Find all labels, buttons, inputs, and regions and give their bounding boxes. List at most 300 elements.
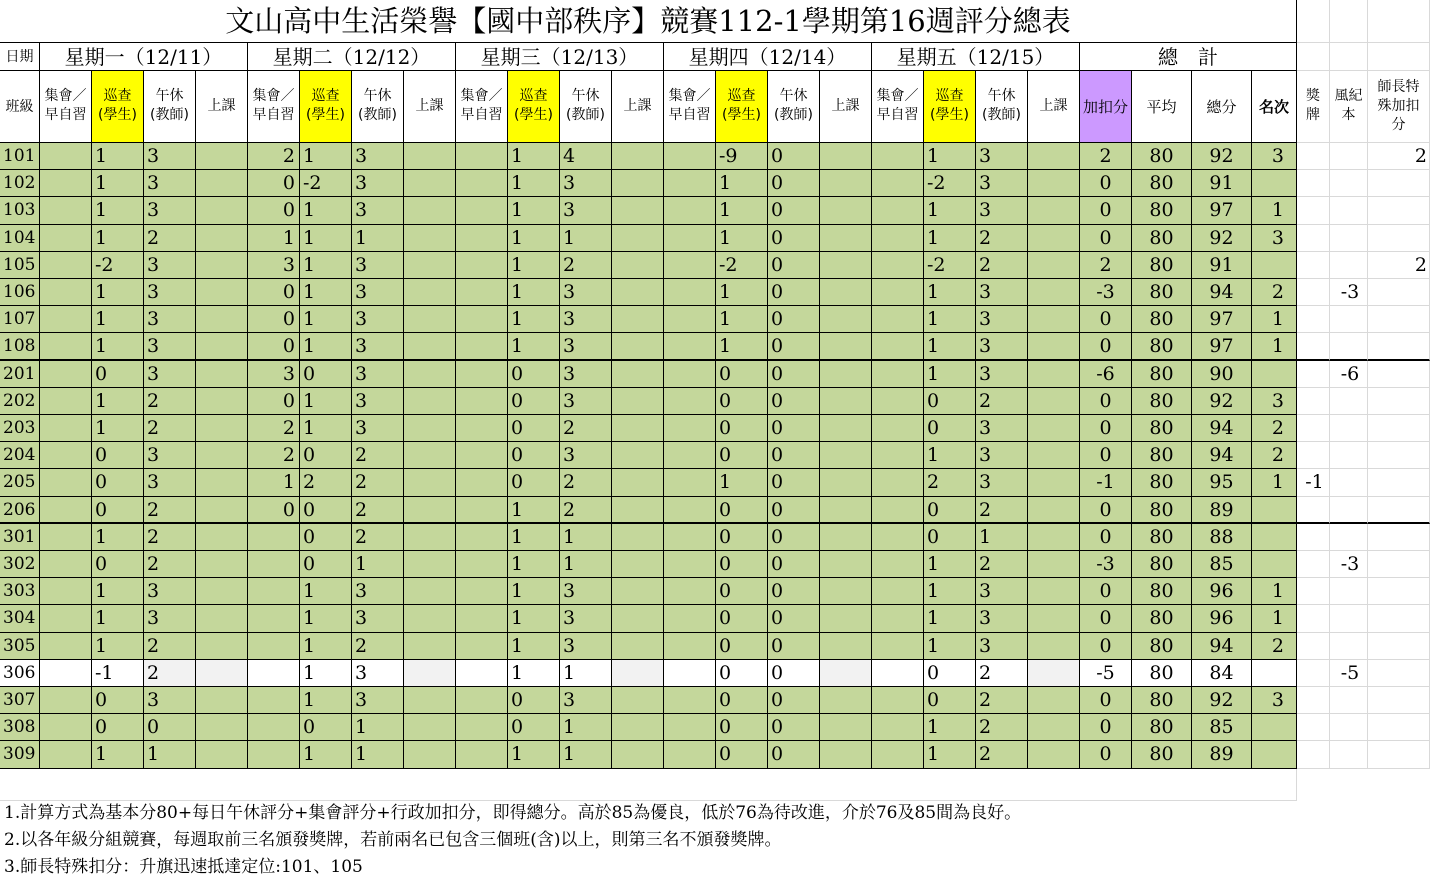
score-cell-class <box>612 442 664 469</box>
score-cell-patrol: 0 <box>924 497 976 524</box>
special-cell <box>1368 551 1430 578</box>
score-cell-assembly <box>40 551 92 578</box>
sub-header-class <box>612 71 664 143</box>
score-cell-class <box>612 415 664 442</box>
special-cell <box>1368 442 1430 469</box>
score-cell-patrol: 0 <box>92 497 144 524</box>
rank-cell: 3 <box>1252 225 1297 252</box>
score-cell-assembly <box>40 469 92 496</box>
class-cell: 307 <box>0 687 40 714</box>
score-cell-assembly <box>664 741 716 768</box>
score-cell-assembly <box>40 442 92 469</box>
score-cell-nap: 3 <box>144 687 196 714</box>
award-cell <box>1297 333 1330 360</box>
score-cell-class <box>404 170 456 197</box>
score-cell-class <box>404 578 456 605</box>
adjust-cell: 0 <box>1080 497 1132 524</box>
score-cell-class <box>820 252 872 279</box>
score-cell-nap: 3 <box>560 442 612 469</box>
average-cell: 80 <box>1132 551 1192 578</box>
adjust-cell: 0 <box>1080 197 1132 224</box>
score-cell-patrol: 1 <box>924 333 976 360</box>
score-cell-assembly <box>456 714 508 741</box>
score-cell-assembly <box>664 143 716 170</box>
rank-cell: 3 <box>1252 143 1297 170</box>
score-cell-assembly <box>248 551 300 578</box>
score-cell-class <box>820 361 872 388</box>
average-cell: 80 <box>1132 170 1192 197</box>
adjust-cell: 0 <box>1080 524 1132 551</box>
class-cell: 302 <box>0 551 40 578</box>
score-cell-class <box>820 143 872 170</box>
score-cell-assembly <box>664 578 716 605</box>
sub-header-top: 集會／ <box>460 88 503 104</box>
award-header <box>1297 71 1330 143</box>
score-cell-assembly <box>456 361 508 388</box>
sub-header-class <box>1028 71 1080 143</box>
score-cell-assembly <box>40 225 92 252</box>
score-cell-patrol: 0 <box>716 633 768 660</box>
total-header: 總 計 <box>1080 43 1297 71</box>
score-cell-assembly <box>872 660 924 687</box>
average-cell: 80 <box>1132 143 1192 170</box>
score-cell-patrol: 1 <box>924 143 976 170</box>
rank-cell: 2 <box>1252 442 1297 469</box>
score-cell-patrol: 1 <box>92 197 144 224</box>
score-cell-patrol: -2 <box>300 170 352 197</box>
score-cell-patrol: 1 <box>300 197 352 224</box>
score-cell-patrol: 0 <box>716 524 768 551</box>
score-cell-assembly <box>872 497 924 524</box>
score-cell-assembly <box>664 497 716 524</box>
average-header: 平均 <box>1132 71 1192 143</box>
award-cell <box>1297 551 1330 578</box>
score-cell-class <box>820 714 872 741</box>
average-cell: 80 <box>1132 361 1192 388</box>
score-cell-class <box>196 469 248 496</box>
score-cell-assembly <box>872 333 924 360</box>
score-cell-patrol: 0 <box>508 687 560 714</box>
score-cell-assembly <box>872 578 924 605</box>
score-cell-assembly <box>664 633 716 660</box>
score-cell-patrol: 1 <box>924 551 976 578</box>
score-cell-assembly: 2 <box>248 415 300 442</box>
discipline-header-line: 本 <box>1341 107 1356 123</box>
score-cell-nap: 3 <box>976 279 1028 306</box>
discipline-cell <box>1330 225 1368 252</box>
score-cell-assembly <box>248 741 300 768</box>
score-cell-nap: 3 <box>976 415 1028 442</box>
score-cell-patrol: 1 <box>508 225 560 252</box>
day-header-2: 星期二（12/12） <box>248 43 456 71</box>
score-cell-class <box>820 333 872 360</box>
score-cell-patrol: 1 <box>508 660 560 687</box>
score-cell-patrol: 1 <box>300 660 352 687</box>
score-cell-nap: 3 <box>352 578 404 605</box>
rank-cell: 1 <box>1252 333 1297 360</box>
score-cell-patrol: 0 <box>508 442 560 469</box>
score-cell-assembly <box>40 252 92 279</box>
score-cell-assembly <box>40 388 92 415</box>
score-cell-patrol: 1 <box>508 333 560 360</box>
score-cell-class <box>612 197 664 224</box>
score-cell-class <box>196 524 248 551</box>
score-cell-class <box>820 741 872 768</box>
score-cell-class <box>404 279 456 306</box>
score-cell-patrol: 1 <box>508 497 560 524</box>
rank-cell <box>1252 714 1297 741</box>
sum-cell: 90 <box>1192 361 1252 388</box>
score-cell-patrol: 0 <box>300 497 352 524</box>
discipline-cell <box>1330 469 1368 496</box>
score-cell-assembly <box>664 225 716 252</box>
sub-header-class <box>196 71 248 143</box>
score-cell-assembly <box>872 225 924 252</box>
score-cell-class <box>820 605 872 632</box>
score-cell-patrol: 1 <box>508 524 560 551</box>
score-cell-assembly <box>664 469 716 496</box>
score-cell-nap: 2 <box>976 551 1028 578</box>
score-cell-nap: 2 <box>560 252 612 279</box>
discipline-cell <box>1330 388 1368 415</box>
score-cell-assembly <box>872 714 924 741</box>
score-cell-nap: 3 <box>560 306 612 333</box>
sub-header-bottom: 早自習 <box>460 107 503 123</box>
score-cell-assembly <box>872 605 924 632</box>
score-cell-assembly <box>456 279 508 306</box>
score-cell-class <box>820 469 872 496</box>
score-cell-patrol: 0 <box>716 605 768 632</box>
score-cell-nap: 1 <box>560 741 612 768</box>
score-cell-nap: 2 <box>976 497 1028 524</box>
average-cell: 80 <box>1132 497 1192 524</box>
sub-header-bottom: 早自習 <box>44 107 87 123</box>
score-cell-nap: 3 <box>352 143 404 170</box>
score-cell-class <box>404 469 456 496</box>
score-cell-class <box>1028 714 1080 741</box>
average-cell: 80 <box>1132 388 1192 415</box>
score-cell-assembly <box>872 361 924 388</box>
rank-cell <box>1252 252 1297 279</box>
rank-cell: 3 <box>1252 388 1297 415</box>
score-cell-patrol: 1 <box>924 605 976 632</box>
class-cell: 205 <box>0 469 40 496</box>
special-cell <box>1368 415 1430 442</box>
special-cell <box>1368 497 1430 524</box>
award-header-line: 牌 <box>1306 107 1320 123</box>
sub-header-top: 午休 <box>363 88 392 104</box>
award-cell <box>1297 442 1330 469</box>
award-cell <box>1297 687 1330 714</box>
score-cell-class <box>612 469 664 496</box>
score-cell-nap: 1 <box>560 660 612 687</box>
score-cell-class <box>820 415 872 442</box>
discipline-cell <box>1330 170 1368 197</box>
sub-header-patrol <box>92 71 144 143</box>
special-cell <box>1368 524 1430 551</box>
class-cell: 106 <box>0 279 40 306</box>
adjust-cell: -3 <box>1080 279 1132 306</box>
score-cell-patrol: 0 <box>716 415 768 442</box>
sub-header-top: 巡查 <box>727 88 756 104</box>
score-cell-assembly <box>664 524 716 551</box>
award-cell <box>1297 225 1330 252</box>
score-cell-patrol: -1 <box>92 660 144 687</box>
class-cell: 105 <box>0 252 40 279</box>
sub-header-top: 巡查 <box>311 88 340 104</box>
average-cell: 80 <box>1132 687 1192 714</box>
award-cell <box>1297 633 1330 660</box>
rank-cell: 2 <box>1252 633 1297 660</box>
score-cell-nap: 1 <box>560 714 612 741</box>
score-cell-class <box>820 551 872 578</box>
score-cell-class <box>612 741 664 768</box>
score-cell-class <box>1028 741 1080 768</box>
sub-header-bottom: (學生) <box>722 107 761 123</box>
rank-cell: 1 <box>1252 605 1297 632</box>
day-header-1: 星期一（12/11） <box>40 43 248 71</box>
score-cell-nap: 2 <box>976 687 1028 714</box>
score-cell-patrol: 0 <box>716 687 768 714</box>
score-cell-assembly <box>456 415 508 442</box>
rank-cell <box>1252 170 1297 197</box>
sub-header-bottom: (學生) <box>930 107 969 123</box>
score-cell-class <box>612 279 664 306</box>
adjust-cell: 0 <box>1080 741 1132 768</box>
score-cell-assembly <box>872 170 924 197</box>
score-cell-patrol: 1 <box>716 225 768 252</box>
sub-header-bottom: (學生) <box>514 107 553 123</box>
score-cell-nap: 3 <box>352 306 404 333</box>
adjust-cell: -1 <box>1080 469 1132 496</box>
score-cell-nap: 0 <box>768 687 820 714</box>
grid-cell <box>1368 0 1430 43</box>
sum-cell: 96 <box>1192 578 1252 605</box>
score-cell-assembly <box>664 605 716 632</box>
sub-header-nap <box>144 71 196 143</box>
award-cell <box>1297 361 1330 388</box>
score-cell-patrol: 1 <box>924 741 976 768</box>
score-cell-class <box>1028 442 1080 469</box>
score-cell-patrol: 0 <box>92 714 144 741</box>
score-cell-nap: 3 <box>144 578 196 605</box>
score-cell-patrol: 1 <box>924 578 976 605</box>
score-cell-assembly <box>456 252 508 279</box>
score-cell-assembly <box>40 741 92 768</box>
rank-cell: 1 <box>1252 197 1297 224</box>
score-cell-nap: 3 <box>976 578 1028 605</box>
discipline-cell <box>1330 143 1368 170</box>
sum-cell: 91 <box>1192 252 1252 279</box>
score-cell-assembly <box>664 551 716 578</box>
score-cell-patrol: 1 <box>924 225 976 252</box>
score-cell-nap: 3 <box>976 170 1028 197</box>
sub-header-nap <box>976 71 1028 143</box>
score-cell-assembly: 1 <box>248 469 300 496</box>
score-cell-class <box>1028 415 1080 442</box>
score-cell-patrol: 1 <box>92 388 144 415</box>
score-cell-class <box>404 388 456 415</box>
score-cell-patrol: 1 <box>300 741 352 768</box>
spacer-row <box>0 769 1297 801</box>
sum-cell: 89 <box>1192 741 1252 768</box>
score-cell-nap: 3 <box>144 605 196 632</box>
score-cell-assembly: 0 <box>248 279 300 306</box>
special-cell <box>1368 170 1430 197</box>
award-cell <box>1297 660 1330 687</box>
average-cell: 80 <box>1132 741 1192 768</box>
score-cell-assembly: 0 <box>248 497 300 524</box>
score-cell-patrol: 2 <box>924 469 976 496</box>
score-cell-class <box>404 524 456 551</box>
sub-header-top: 集會／ <box>44 88 87 104</box>
special-cell <box>1368 714 1430 741</box>
score-cell-patrol: 1 <box>92 741 144 768</box>
score-cell-class <box>404 714 456 741</box>
score-cell-class <box>612 578 664 605</box>
sub-header-patrol <box>300 71 352 143</box>
score-cell-class <box>404 306 456 333</box>
score-cell-nap: 3 <box>144 469 196 496</box>
score-cell-patrol: 1 <box>300 279 352 306</box>
score-cell-patrol: 0 <box>300 442 352 469</box>
score-cell-class <box>196 578 248 605</box>
score-cell-class <box>1028 497 1080 524</box>
sub-header-assembly <box>872 71 924 143</box>
score-cell-assembly <box>456 469 508 496</box>
score-cell-nap: 3 <box>976 469 1028 496</box>
award-cell <box>1297 279 1330 306</box>
score-cell-class <box>1028 279 1080 306</box>
score-cell-assembly <box>872 551 924 578</box>
award-cell <box>1297 714 1330 741</box>
score-cell-nap: 3 <box>560 197 612 224</box>
class-cell: 107 <box>0 306 40 333</box>
sum-cell: 89 <box>1192 497 1252 524</box>
score-cell-assembly <box>456 687 508 714</box>
score-cell-class <box>196 605 248 632</box>
score-cell-assembly <box>248 578 300 605</box>
class-cell: 306 <box>0 660 40 687</box>
adjust-cell: 0 <box>1080 225 1132 252</box>
score-cell-assembly <box>456 143 508 170</box>
special-header <box>1368 71 1430 143</box>
score-cell-nap: 3 <box>976 333 1028 360</box>
sum-cell: 91 <box>1192 170 1252 197</box>
score-cell-assembly <box>664 388 716 415</box>
score-cell-patrol: 1 <box>300 605 352 632</box>
special-cell <box>1368 469 1430 496</box>
score-cell-class <box>196 388 248 415</box>
special-cell <box>1368 605 1430 632</box>
score-cell-assembly <box>664 170 716 197</box>
award-cell <box>1297 252 1330 279</box>
score-cell-class <box>612 306 664 333</box>
score-cell-assembly <box>664 279 716 306</box>
score-cell-assembly <box>40 279 92 306</box>
sum-cell: 97 <box>1192 306 1252 333</box>
score-cell-assembly <box>456 551 508 578</box>
rank-header: 名次 <box>1252 71 1297 143</box>
score-cell-patrol: 1 <box>508 633 560 660</box>
discipline-cell <box>1330 306 1368 333</box>
adjust-cell: 0 <box>1080 333 1132 360</box>
class-cell: 304 <box>0 605 40 632</box>
award-cell <box>1297 197 1330 224</box>
score-cell-patrol: 0 <box>716 714 768 741</box>
score-cell-patrol: 0 <box>716 497 768 524</box>
sub-header-top: 集會／ <box>252 88 295 104</box>
discipline-header <box>1330 71 1368 143</box>
score-cell-class <box>196 361 248 388</box>
score-cell-nap: 3 <box>352 660 404 687</box>
adjust-cell: 0 <box>1080 687 1132 714</box>
special-cell <box>1368 197 1430 224</box>
score-cell-assembly <box>664 252 716 279</box>
discipline-cell <box>1330 605 1368 632</box>
score-cell-patrol: 1 <box>508 197 560 224</box>
sub-header-top: 午休 <box>987 88 1016 104</box>
score-cell-class <box>196 415 248 442</box>
discipline-cell <box>1330 442 1368 469</box>
score-cell-assembly <box>664 660 716 687</box>
score-cell-patrol: 1 <box>508 605 560 632</box>
score-cell-patrol: 0 <box>716 551 768 578</box>
adjust-cell: 0 <box>1080 578 1132 605</box>
rank-cell: 1 <box>1252 306 1297 333</box>
sub-header-bottom: (學生) <box>306 107 345 123</box>
score-cell-assembly <box>456 497 508 524</box>
score-cell-assembly <box>456 605 508 632</box>
average-cell: 80 <box>1132 306 1192 333</box>
score-cell-assembly <box>40 660 92 687</box>
score-cell-nap: 3 <box>560 388 612 415</box>
score-cell-patrol: 1 <box>924 442 976 469</box>
score-cell-patrol: 0 <box>92 361 144 388</box>
score-cell-assembly <box>248 714 300 741</box>
score-cell-class <box>196 442 248 469</box>
sub-header-assembly <box>456 71 508 143</box>
score-cell-class <box>196 170 248 197</box>
sum-cell: 85 <box>1192 714 1252 741</box>
score-cell-class <box>1028 306 1080 333</box>
score-cell-assembly <box>872 469 924 496</box>
rank-cell <box>1252 741 1297 768</box>
score-cell-class <box>404 633 456 660</box>
score-cell-nap: 1 <box>976 524 1028 551</box>
sub-header-bottom: (教師) <box>150 107 189 123</box>
adjust-cell: 0 <box>1080 714 1132 741</box>
score-cell-patrol: 1 <box>92 143 144 170</box>
score-cell-patrol: 1 <box>300 388 352 415</box>
score-cell-nap: 3 <box>976 361 1028 388</box>
score-cell-assembly <box>40 605 92 632</box>
class-cell: 303 <box>0 578 40 605</box>
score-cell-class <box>196 633 248 660</box>
score-cell-assembly: 0 <box>248 197 300 224</box>
score-cell-patrol: 0 <box>300 524 352 551</box>
score-cell-class <box>1028 578 1080 605</box>
score-cell-class <box>612 361 664 388</box>
score-cell-patrol: 1 <box>300 252 352 279</box>
special-cell <box>1368 660 1430 687</box>
score-cell-class <box>196 714 248 741</box>
score-cell-assembly <box>456 442 508 469</box>
score-cell-patrol: 0 <box>924 687 976 714</box>
score-cell-assembly <box>872 687 924 714</box>
discipline-cell <box>1330 578 1368 605</box>
score-cell-class <box>1028 143 1080 170</box>
